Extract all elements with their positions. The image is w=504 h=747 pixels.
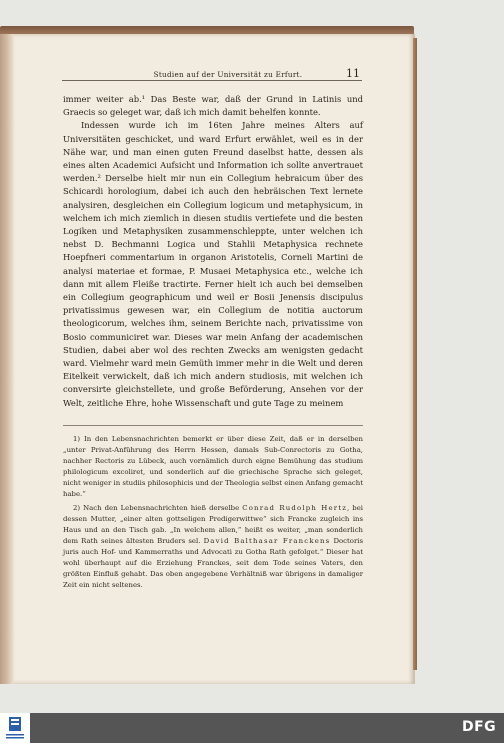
viewer-footer-bar [0,713,504,743]
footnote-1: 1) In den Lebensnachrichten bemerkt er über diese Zeit, daß er in derselben „unter Privat-Anführung des Herrn Hessen, damals Sub-Conrectoris zu Gotha, nachher Rectoris zu Lübeck, auch vornämlich durch eigne Bemühung das studium philologicum excoliret, und sonderlich auf die griechische Sprache sich geleget, nicht weniger in studiis philosophicis und der Theologia selbst einen Anfang gemacht habe.“ [63,435,363,499]
footnote-2 [63,503,363,592]
book-binding [0,34,15,684]
footnotes [63,434,363,593]
footnote-2-text: Doctoris juris auch Hof- und Kammerraths und Advocati zu Gotha Rath gefolget.“ Dieser hat wohl überhaupt auf die Erziehung Franckes, seit dem Tode seines Vaters, den größten Einfluß gehabt. Das oben angegebene Verhältniß war übrigens in damaliger Zeit ein nicht seltenes. [63,536,363,590]
page-number: 11 [346,67,360,80]
footnote-2-text: 2) Nach den Lebensnachrichten hieß derselbe [73,503,240,512]
footnote-2-name: Conrad Rudolph Hertz [242,503,348,512]
running-head: Studien auf der Universität zu Erfurt. [153,70,303,79]
paragraph: Indessen wurde ich im 16ten Jahre meines Alters auf Universitäten geschicket, und ward Erfurt erwählet, weil es in der Nähe war, und man einen guten Freund daselbst hatte, dessen als eines alten Academici Aufsicht und Information ich sollte anvertrauet werden.² Derselbe hielt mir nun ein Collegium hebraicum über des Schicardi horologium, dabei ich auch den hebräischen Text lernete analysiren, desgleichen ein Collegium logicum und metaphysicum, in welchem ich mich ziemlich in diesen studiis vertiefete und die besten Logiken und Metaphysiken zusammenschleppte, unter welchen ich nebst D. Bechmanni Logica und Stahlii Metaphysica rechnete Hoepfneri commentarium in organon Aristotelis, Corneli Martini de analysi materiae et formae, P. Musaei Metaphysica etc., welche ich dann mit allem Fleiße tractirte. Ferner hielt ich auch bei demselben ein Collegium geographicum und weil er Bosii Jenensis discipulus privatissimus gewesen war, ein Collegium de notitia auctorum theologicorum, welches ihm, seinem Berichte nach, privatissime von Bosio communiciret war. Dieses war mein Anfang der academischen Studien, dabei aber wol des rechten Zwecks am wenigsten gedacht ward. Vielmehr ward mein Gemüth immer mehr in die Welt und deren Eitelkeit verwickelt, daß ich mich andern studiosis, mit welchen ich conversirte gleichstellete, und große Beförderung, Ansehen vor der Welt, zeitliche Ehre, hohe Wissenschaft und gute Tage zu meinem [63,120,363,408]
dfg-logo: DFG [462,719,497,735]
page-edge [413,38,417,670]
library-logo [0,713,30,743]
footnote-2-name: David Balthasar Franckens [203,536,331,545]
footnote-2-text: , bei dessen Mutter, „einer alten gottseligen Predigerwittwe“ sich Francke zugleich ins Haus und an den Tisch gab. „In welchem allen,“ heißt es weiter, „man sonderlich dem Rath seines ältesten Bruders sel. [63,503,363,545]
footnote-rule [63,425,363,426]
header-rule [62,80,362,81]
paragraph: immer weiter ab.¹ Das Beste war, daß der Grund in Latinis und Graecis so geleget war, daß ich mich damit behelfen konnte. [63,94,363,118]
main-text [63,93,363,410]
library-logo-icon [0,713,30,743]
